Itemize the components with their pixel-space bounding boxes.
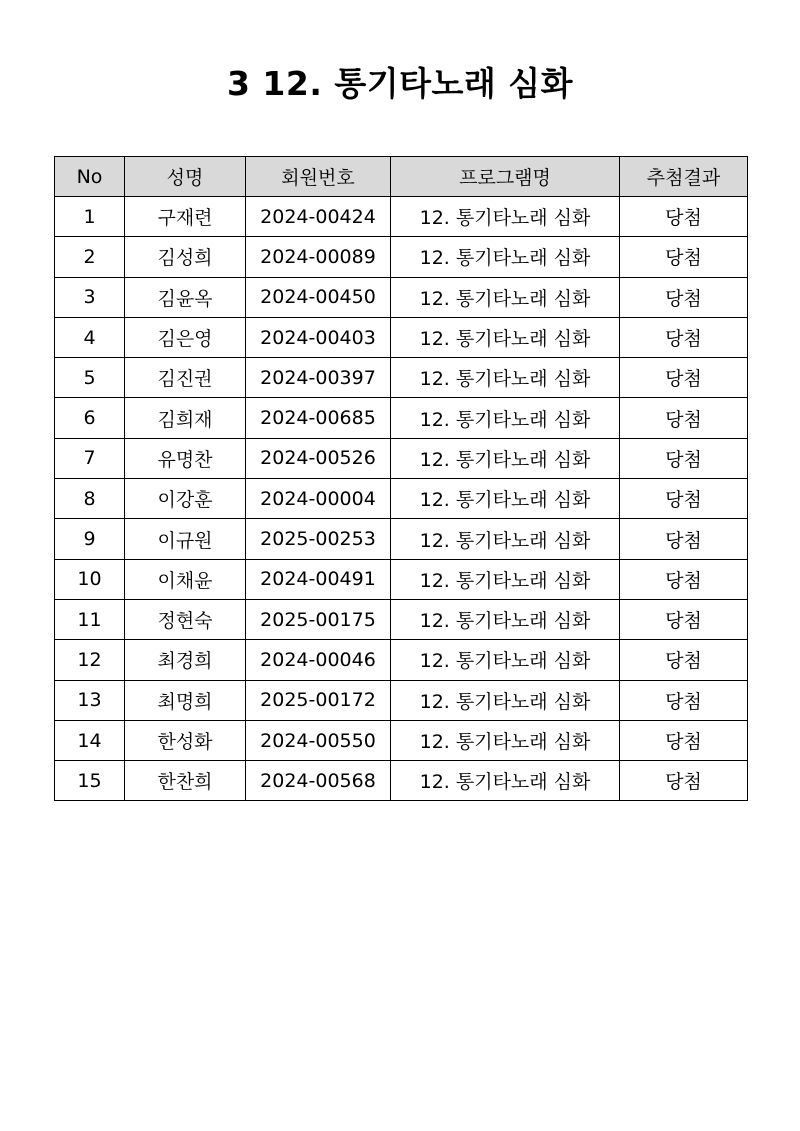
cell-member-id: 2024-00424	[246, 197, 391, 237]
cell-program: 12. 통기타노래 심화	[391, 237, 620, 277]
table-row	[55, 479, 748, 519]
cell-no: 2	[55, 237, 125, 277]
cell-program: 12. 통기타노래 심화	[391, 438, 620, 478]
cell-program: 12. 통기타노래 심화	[391, 479, 620, 519]
cell-name: 한찬희	[125, 761, 246, 801]
cell-result: 당첨	[620, 559, 748, 599]
cell-name: 김희재	[125, 398, 246, 438]
cell-name: 한성화	[125, 720, 246, 760]
cell-no: 13	[55, 680, 125, 720]
cell-name: 김진권	[125, 358, 246, 398]
cell-member-id: 2024-00397	[246, 358, 391, 398]
cell-member-id: 2024-00550	[246, 720, 391, 760]
cell-result: 당첨	[620, 277, 748, 317]
cell-name: 김은영	[125, 317, 246, 357]
cell-no: 8	[55, 479, 125, 519]
cell-member-id: 2024-00526	[246, 438, 391, 478]
cell-no: 4	[55, 317, 125, 357]
table-body	[55, 197, 748, 801]
cell-member-id: 2024-00089	[246, 237, 391, 277]
table-row	[55, 277, 748, 317]
cell-no: 1	[55, 197, 125, 237]
column-header-no: No	[55, 157, 125, 197]
table-row	[55, 599, 748, 639]
cell-result: 당첨	[620, 237, 748, 277]
cell-no: 15	[55, 761, 125, 801]
cell-result: 당첨	[620, 479, 748, 519]
cell-result: 당첨	[620, 398, 748, 438]
cell-member-id: 2024-00403	[246, 317, 391, 357]
cell-no: 9	[55, 519, 125, 559]
cell-member-id: 2024-00685	[246, 398, 391, 438]
table-row	[55, 761, 748, 801]
cell-no: 7	[55, 438, 125, 478]
cell-member-id: 2024-00004	[246, 479, 391, 519]
cell-program: 12. 통기타노래 심화	[391, 761, 620, 801]
table-row	[55, 519, 748, 559]
table-row	[55, 398, 748, 438]
cell-member-id: 2025-00172	[246, 680, 391, 720]
cell-name: 유명찬	[125, 438, 246, 478]
column-header-member-id: 회원번호	[246, 157, 391, 197]
column-header-program: 프로그램명	[391, 157, 620, 197]
table-row	[55, 680, 748, 720]
cell-member-id: 2024-00450	[246, 277, 391, 317]
cell-program: 12. 통기타노래 심화	[391, 519, 620, 559]
cell-result: 당첨	[620, 519, 748, 559]
cell-no: 6	[55, 398, 125, 438]
cell-result: 당첨	[620, 197, 748, 237]
table-row	[55, 197, 748, 237]
page-title: 3 12. 통기타노래 심화	[226, 64, 574, 103]
column-header-name: 성명	[125, 157, 246, 197]
column-header-result: 추첨결과	[620, 157, 748, 197]
cell-result: 당첨	[620, 640, 748, 680]
cell-program: 12. 통기타노래 심화	[391, 277, 620, 317]
table-row	[55, 640, 748, 680]
cell-no: 10	[55, 559, 125, 599]
cell-program: 12. 통기타노래 심화	[391, 197, 620, 237]
cell-result: 당첨	[620, 761, 748, 801]
table-row	[55, 237, 748, 277]
cell-member-id: 2025-00175	[246, 599, 391, 639]
table-header	[55, 157, 748, 197]
table-row	[55, 720, 748, 760]
cell-result: 당첨	[620, 317, 748, 357]
cell-no: 14	[55, 720, 125, 760]
cell-name: 구재련	[125, 197, 246, 237]
cell-name: 정현숙	[125, 599, 246, 639]
cell-member-id: 2025-00253	[246, 519, 391, 559]
cell-name: 김윤옥	[125, 277, 246, 317]
cell-result: 당첨	[620, 680, 748, 720]
cell-program: 12. 통기타노래 심화	[391, 640, 620, 680]
table-row	[55, 358, 748, 398]
cell-result: 당첨	[620, 358, 748, 398]
cell-program: 12. 통기타노래 심화	[391, 317, 620, 357]
cell-result: 당첨	[620, 599, 748, 639]
cell-name: 최명희	[125, 680, 246, 720]
cell-program: 12. 통기타노래 심화	[391, 720, 620, 760]
cell-program: 12. 통기타노래 심화	[391, 680, 620, 720]
cell-no: 3	[55, 277, 125, 317]
cell-no: 5	[55, 358, 125, 398]
cell-program: 12. 통기타노래 심화	[391, 559, 620, 599]
cell-name: 최경희	[125, 640, 246, 680]
cell-result: 당첨	[620, 438, 748, 478]
header-row	[55, 157, 748, 197]
cell-program: 12. 통기타노래 심화	[391, 599, 620, 639]
cell-no: 12	[55, 640, 125, 680]
cell-name: 김성희	[125, 237, 246, 277]
cell-program: 12. 통기타노래 심화	[391, 398, 620, 438]
cell-name: 이강훈	[125, 479, 246, 519]
cell-result: 당첨	[620, 720, 748, 760]
table-row	[55, 438, 748, 478]
cell-member-id: 2024-00046	[246, 640, 391, 680]
cell-name: 이규원	[125, 519, 246, 559]
cell-no: 11	[55, 599, 125, 639]
results-table	[54, 156, 748, 801]
table-row	[55, 317, 748, 357]
table-row	[55, 559, 748, 599]
cell-member-id: 2024-00491	[246, 559, 391, 599]
cell-program: 12. 통기타노래 심화	[391, 358, 620, 398]
cell-name: 이채윤	[125, 559, 246, 599]
cell-member-id: 2024-00568	[246, 761, 391, 801]
